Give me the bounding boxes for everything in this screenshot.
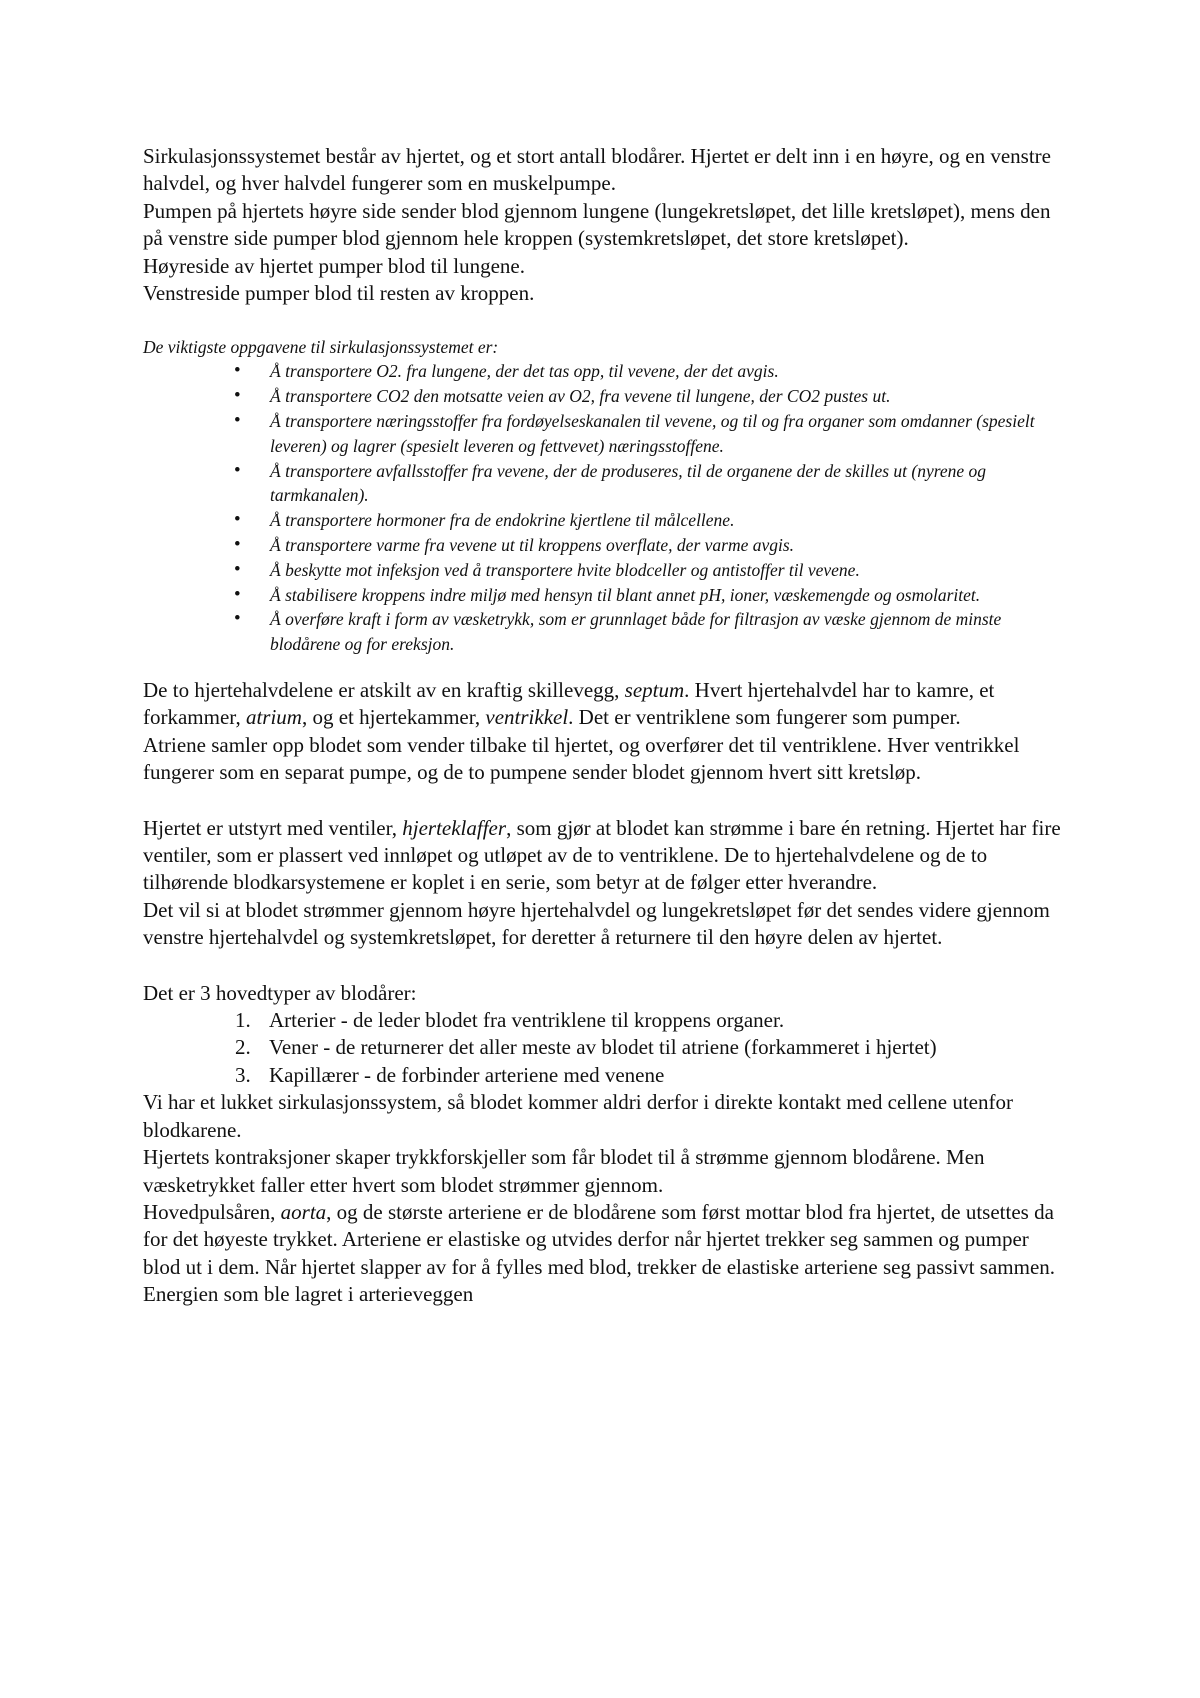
list-item: 1. Arterier - de leder blodet fra ventriklene til kroppens organer. [235, 1008, 785, 1033]
bullet-icon: • [234, 608, 241, 630]
term-atrium: atrium [245, 705, 302, 730]
bullet-icon: • [234, 360, 241, 382]
spacer [143, 307, 1063, 335]
list-item: 3. Kapillærer - de forbinder arteriene med venene [235, 1062, 665, 1087]
bullet-icon: • [234, 459, 241, 481]
bullet-icon: • [234, 385, 241, 407]
valves-paragraph-1: Hjertet er utstyrt med ventiler, hjerteklaffer, som gjør at blodet kan strømme i bare én retning. Hjertet har fire ventiler, som er plassert ved innløpet og utløpet av de to ventriklene. De to hjertehalvdelene og de to tilhørende blodkarsystemene er koplet i en serie, som betyr at de følger etter hverandre. [143, 815, 1061, 895]
bullet-icon: • [234, 583, 241, 605]
valves-paragraph-2: Det vil si at blodet strømmer gjennom høyre hjertehalvdel og lungekretsløpet før det sendes videre gjennom venstre hjertehalvdel og systemkretsløpet, for deretter å returnere til den høyre delen av hjertet. [143, 897, 1050, 950]
spacer [143, 952, 1063, 980]
halves-paragraph-2: Atriene samler opp blodet som vender tilbake til hjertet, og overfører det til ventriklene. Hver ventrikkel fungerer som en separat pumpe, og de to pumpene sender blodet gjennom hvert sitt kretsløp. [143, 732, 1020, 785]
term-septum: septum [624, 678, 685, 702]
list-item: • Å transportere CO2 den motsatte veien av O2, fra vevene til lungene, der CO2 pustes ut. [270, 384, 1060, 409]
list-item: • Å transportere O2. fra lungene, der det tas opp, til vevene, der det avgis. [270, 359, 1060, 384]
spacer [143, 657, 1063, 677]
bullet-icon: • [234, 509, 241, 531]
vessels-paragraph-2: Hjertets kontraksjoner skaper trykkforskjeller som får blodet til å strømme gjennom blodårene. Men væsketrykket faller etter hvert som blodet strømmer gjennom. [143, 1145, 985, 1197]
bullet-icon: • [234, 558, 241, 580]
spacer [143, 787, 1063, 815]
vessels-paragraph-1: Vi har et lukket sirkulasjonssystem, så blodet kommer aldri derfor i direkte kontakt med cellene utenfor blodkarene. [143, 1090, 1013, 1142]
document-page [143, 143, 1063, 1309]
tasks-heading: De viktigste oppgavene til sirkulasjonssystemet er: [143, 337, 499, 358]
tasks-list [143, 359, 1063, 657]
intro-paragraph-1: Sirkulasjonssystemet består av hjertet, og et stort antall blodårer. Hjertet er delt inn i en høyre, og en venstre halvdel, og hver halvdel fungerer som en muskelpumpe. [143, 144, 1051, 196]
bullet-icon: • [234, 534, 241, 556]
term-aorta: aorta [280, 1199, 327, 1224]
intro-paragraph-2: Pumpen på hjertets høyre side sender blod gjennom lungene (lungekretsløpet, det lille kretsløpet), mens den på venstre side pumper blod gjennom hele kroppen (systemkretsløpet, det store kretsløpet). [143, 198, 1051, 251]
bullet-icon: • [234, 410, 241, 432]
vessels-paragraph-3: Hovedpulsåren, aorta, og de største arteriene er de blodårene som først mottar blod fra hjertet, de utsettes da for det høyeste trykket. Arteriene er elastiske og utvides derfor når hjertet trekker seg sammen og pumper blod ut i dem. Når hjertet slapper av for å fylles med blod, trekker de elastiske arteriene seg passivt sammen. Energien som ble lagret i arterieveggen [143, 1199, 1056, 1307]
list-item: • Å transportere næringsstoffer fra fordøyelseskanalen til vevene, og til og fra organer som omdanner (spesielt leveren) og lagrer (spesielt leveren og fettvevet) næringsstoffene. [234, 410, 1035, 456]
list-item: • Å stabilisere kroppens indre miljø med hensyn til blant annet pH, ioner, væskemengde og osmolaritet. [270, 583, 1060, 608]
vessels-heading: Det er 3 hovedtyper av blodårer: [143, 980, 417, 1005]
list-item: • Å overføre kraft i form av væsketrykk, som er grunnlaget både for filtrasjon av væske gjennom de minste blodårene og for ereksjon. [234, 608, 1002, 655]
list-item: 2. Vener - de returnerer det aller meste av blodet til atriene (forkammeret i hjertet) [235, 1035, 937, 1060]
intro-paragraph-3: Høyreside av hjertet pumper blod til lungene. [143, 253, 525, 278]
term-hjerteklaffer: hjerteklaffer [402, 815, 507, 840]
term-ventrikkel: ventrikkel [485, 705, 569, 730]
vessel-types-list [143, 1007, 1063, 1089]
list-item: • Å transportere varme fra vevene ut til kroppens overflate, der varme avgis. [270, 533, 1060, 558]
intro-paragraph-4: Venstreside pumper blod til resten av kroppen. [143, 281, 535, 306]
list-item: • Å transportere avfallsstoffer fra vevene, der de produseres, til de organene der de skilles ut (nyrene og tarmkanalen). [234, 459, 987, 506]
halves-paragraph-1: De to hjertehalvdelene er atskilt av en kraftig skillevegg, septum. Hvert hjertehalvdel har to kamre, et forkammer, atrium, og et hjertekammer, ventrikkel. Det er ventriklene som fungerer som pumper. [143, 678, 995, 730]
list-item: • Å beskytte mot infeksjon ved å transportere hvite blodceller og antistoffer til vevene. [270, 558, 1060, 583]
list-item: • Å transportere hormoner fra de endokrine kjertlene til målcellene. [270, 508, 1060, 533]
